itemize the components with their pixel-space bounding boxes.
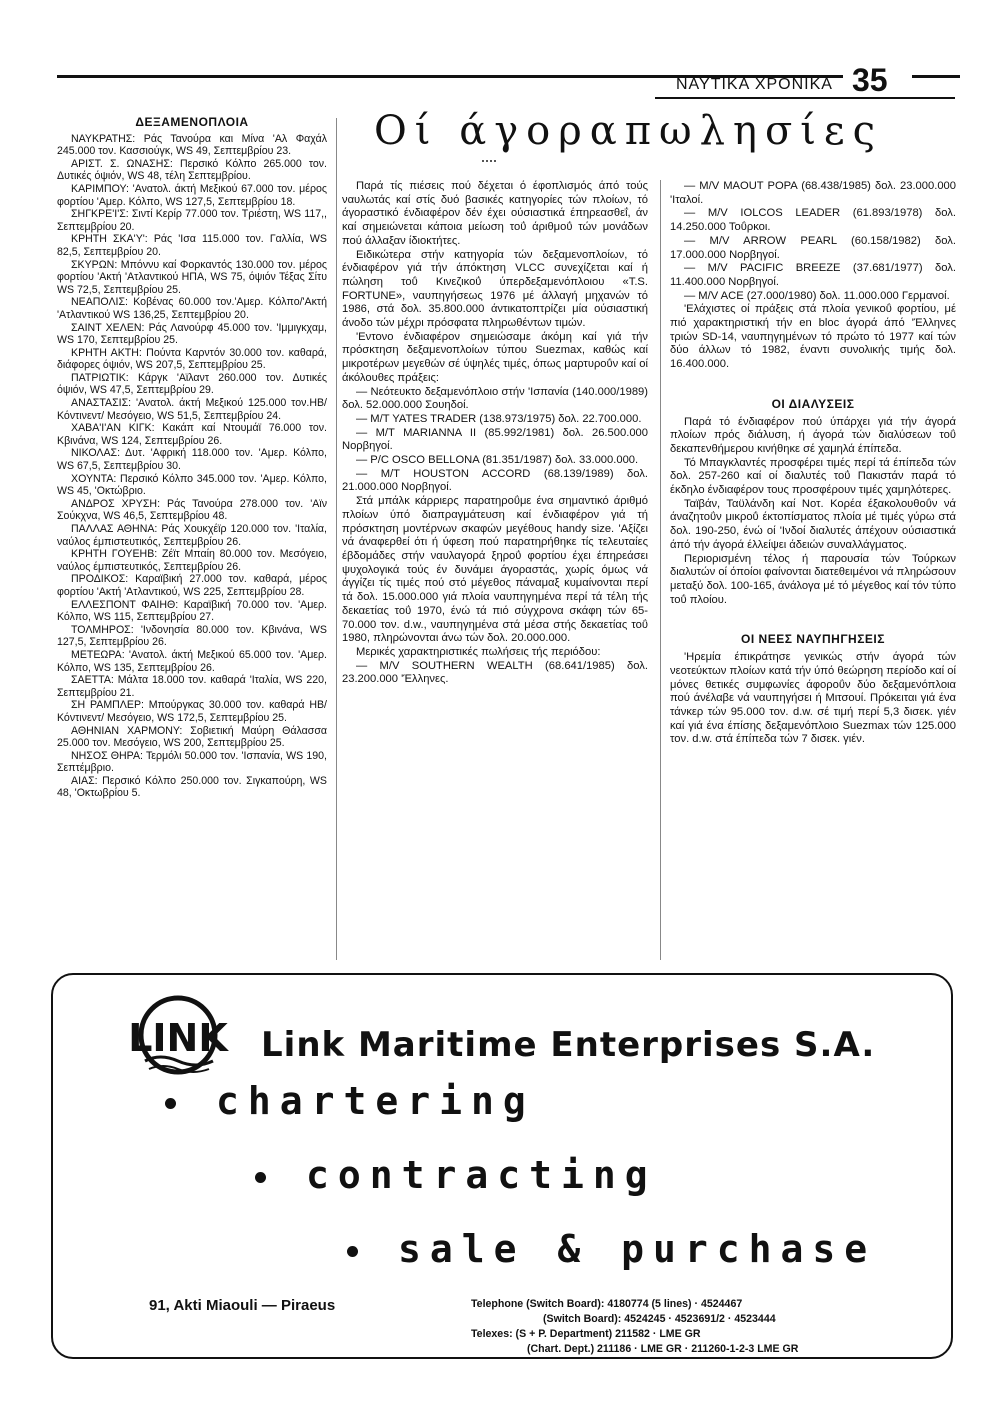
bullet-icon — [347, 1246, 358, 1257]
article-paragraph: Τό Μπαγκλαντές προσφέρει τιμές περί τά έπίπεδα τών δολ. 257-260 καί οί διαλυτές τοΰ Πακιστάν παρά τό έκδηλο ένδιαφέρον τους προσφέρουν τιμές χαμηλότερες. — [670, 456, 956, 497]
service-label: sale & purchase — [398, 1227, 877, 1271]
fixture-entry: ΧΟΥΝΤΑ: Περσικό Κόλπο 345.000 τον. 'Αμερ. Κόλπο, WS 45, 'Οκτώβριο. — [57, 472, 327, 498]
article-paragraph: 'Εντονο ένδιαφέρον σημειώσαμε άκόμη καί γιά τήν πρόσκτηση δεξαμενοπλοίων τύπου Suezmax, καθώς καί μικροτέρων μεγεθών σέ ύψηλές τιμές, όπως μαρτυροΰν καί οί άκόλουθες πράξεις: — [342, 330, 648, 384]
article-paragraph: Παρά τίς πιέσεις πού δέχεται ό έφοπλισμός άπό τούς ναυλωτάς καί στίς δυό βασικές κατηγορίες τών πλοίων, τό άγοραστικό ένδιαφέρον δέν έχει ούσιαστικά έπηρεασθεΐ, άν καί σημειώνεται κάποια μείωση τοΰ άριθμοΰ τών μονάδων πού άλλαξαν ίδιοκτήτες. — [342, 180, 648, 247]
fixture-entry: ΠΑΛΛΑΣ ΑΘΗΝΑ: Ράς Χουκχέϊρ 120.000 τον. 'Ιταλία, ναύλος έμπιστευτικός, Σεπτεμβρίου 26. — [57, 523, 327, 548]
title-ornament — [482, 160, 496, 166]
advertisement-box — [51, 973, 953, 1359]
sale-entry: — M/T HOUSTON ACCORD (68.139/1989) δολ. 21.000.000 Νορβηγοί. — [342, 467, 648, 494]
tanker-section-heading: ΔΕΞΑΜΕΝΟΠΛΟΙΑ — [135, 115, 249, 129]
sale-entry: — M/V ARROW PEARL (60.158/1982) δολ. 17.000.000 Νορβηγοί. — [670, 234, 956, 261]
sale-entry: — M/V SOUTHERN WEALTH (68.641/1985) δολ. 23.200.000 'Έλληνες. — [342, 659, 648, 686]
service-chartering — [165, 1079, 535, 1123]
column-divider — [660, 180, 661, 960]
page-number: 35 — [852, 62, 888, 98]
fixture-entry: ΣΑΙΝΤ ΧΕΛΕΝ: Ράς Λανούρφ 45.000 τον. 'Ιμμιγκχαμ, WS 170, Σεπτεμβρίου 25. — [57, 321, 327, 347]
fixture-entry: ΝΙΚΟΛΑΣ: Δυτ. 'Αφρική 118.000 τον. 'Αμερ. Κόλπο, WS 67,5, Σεπτεμβρίου 30. — [57, 447, 327, 473]
column-divider — [336, 118, 337, 960]
fixture-entry: ΑΝΔΡΟΣ ΧΡΥΣΗ: Ράς Τανούρα 278.000 τον. 'Αϊν Σούκχνα, WS 46,5, Σεπτεμβρίου 48. — [57, 497, 327, 523]
article-paragraph: Περιορισμένη τέλος ή παρουσία τών Τούρκων διαλυτών οί όποίοι φαίνονται διατεθειμένοι νά πληρώσουν μεταξύ δολ. 100-165, άνάλογα μέ τό μέγεθος καί τόν τύπο τοΰ πλοίου. — [670, 552, 956, 606]
fixture-entry: ΠΑΤΡΙΩΤΙΚ: Κάργκ 'Αϊλαντ 260.000 τον. Δυτικές όψιόν, WS 47,5, Σεπτεμβρίου 29. — [57, 371, 327, 397]
article-paragraph: Παρά τό ένδιαφέρον πού ύπάρχει γιά τήν άγορά πλοίων πρός διάλυση, ή άγορά τών διαλύσεων τοΰ δεκαπενθήμερου κινήθηκε σέ χαμηλά έπίπεδα. — [670, 415, 956, 455]
contact-line: Telephone (Switch Board): 4180774 (5 lines) · 4524467 — [471, 1298, 743, 1310]
article-paragraph: Μερικές χαρακτηριστικές πωλήσεις τής περιόδου: — [356, 645, 601, 658]
article-paragraph: 'Ελάχιστες οί πράξεις στά πλοία γενικοΰ φορτίου, μέ πιό χαρακτηριστική τήν en bloc άγορά άπό 'Έλληνες τριών SD-14, ναυπηγημένων τό πρώτο τό 1977 καί τών δύο άλλων τό 1982, έναντι συνολικής τιμής δολ. 16.400.000. — [670, 303, 956, 371]
article-column-right — [670, 180, 956, 747]
sale-entry: — M/V PACIFIC BREEZE (37.681/1977) δολ. 11.400.000 Νορβηγοί. — [670, 262, 956, 288]
fixture-entry: ΣΗ ΡΑΜΠΛΕΡ: Μπούργκας 30.000 τον. καθαρά ΗΒ/Κόντινεντ/ Μεσόγειο, WS 172,5, Σεπτεμβρίου 25. — [57, 699, 327, 724]
bullet-icon — [165, 1098, 176, 1109]
demolition-heading: ΟΙ ΔΙΑΛΥΣΕΙΣ — [771, 396, 855, 411]
header-rule-under — [655, 97, 955, 99]
fixture-entry: ΚΡΗΤΗ ΓΟΥΕΗΒ: Ζέϊτ Μπαίη 80.000 τον. Μεσόγειο, ναύλος έμπιστευτικός, Σεπτεμβρίου 26. — [57, 548, 327, 573]
sale-entry: — M/V ACE (27.000/1980) δολ. 11.000.000 Γερμανοί. — [684, 289, 950, 302]
fixture-entry: ΕΛΛΕΣΠΟΝΤ ΦΑΙΗΘ: Καραϊβική 70.000 τον. 'Αμερ. Κόλπο, WS 115, Σεπτεμβρίου 27. — [57, 598, 327, 624]
fixture-entry: ΣΚΥΡΩΝ: Μπόννυ καί Φορκαντός 130.000 τον. μέρος φορτίου 'Ακτή 'Ατλαντικού ΗΠΑ, WS 75, όψιόν Τέξας Σίτυ WS 72,5, Σεπτεμβρίου 25. — [57, 258, 327, 296]
publication-title: ΝΑΥΤΙΚΑ ΧΡΟΝΙΚΑ — [676, 76, 833, 93]
fixture-entry: ΑΙΑΣ: Περσικό Κόλπο 250.000 τον. Σιγκαπούρη, WS 48, 'Οκτωβρίου 5. — [57, 774, 327, 800]
contact-line: (Switch Board): 4524245 · 4523691/2 · 4523444 — [543, 1313, 776, 1325]
logo-text: LINK — [128, 1016, 228, 1060]
fixture-entry: ΚΑΡΙΜΠΟΥ: 'Ανατολ. άκτή Μεξικού 67.000 τον. μέρος φορτίου 'Αμερ. Κόλπο, WS 127,5, Σεπτεμβρίου 18. — [57, 182, 327, 208]
fixture-entry: ΑΘΗΝΙΑΝ ΧΑΡΜΟΝΥ: Σοβιετική Μαύρη Θάλασσα 25.000 τον. Μεσόγειο, WS 200, Σεπτεμβρίου 25. — [57, 724, 327, 750]
header-rule-right — [912, 75, 960, 78]
sale-entry: — M/V IOLCOS LEADER (61.893/1978) δολ. 14.250.000 Τοΰρκοι. — [670, 207, 956, 234]
bullet-icon — [255, 1172, 266, 1183]
fixture-entry: ΣΑΕΤΤΑ: Μάλτα 18.000 τον. καθαρά 'Ιταλία, WS 220, Σεπτεμβρίου 21. — [57, 674, 327, 699]
link-logo — [128, 991, 228, 1079]
contact-details — [471, 1297, 798, 1357]
fixture-entry: ΝΕΑΠΟΛΙΣ: Κοβένας 60.000 τον.'Αμερ. Κόλπο/'Ακτή 'Ατλαντικού WS 136,25, Σεπτεμβρίου 20. — [57, 296, 327, 321]
company-name: Link Maritime Enterprises S.A. — [261, 1025, 876, 1065]
fixture-entry: ΚΡΗΤΗ ΣΚΑ'Υ': Ράς 'Ισα 115.000 τον. Γαλλία, WS 82,5, Σεπτεμβρίου 20. — [57, 233, 327, 258]
article-column-middle — [342, 180, 648, 687]
sale-entry: — M/T MARIANNA II (85.992/1981) δολ. 26.500.000 Νορβηγοί. — [342, 426, 648, 453]
sale-entry: — M/T YATES TRADER (138.973/1975) δολ. 22.700.000. — [356, 412, 642, 425]
fixture-entry: ΝΗΣΟΣ ΘΗΡΑ: Τερμόλι 50.000 τον. 'Ισπανία, WS 190, Σεπτέμβριο. — [57, 749, 327, 775]
article-paragraph: Ταϊβάν, Ταϋλάνδη καί Νοτ. Κορέα έξακολουθοΰν νά άναζητοΰν μικροΰ έκτοπίσματος πλοία μέ τιμές γύρω στά δολ. 190-250, ένώ οί 'Ινδοί διαλυτές άπέχουν ούσιαστικά άπό τήν άγορά έλλείψει άδειών συναλλάγματος. — [670, 497, 956, 551]
service-label: chartering — [216, 1079, 535, 1123]
service-sale-purchase — [347, 1227, 876, 1271]
service-contracting — [255, 1153, 657, 1197]
sale-entry: — Νεότευκτο δεξαμενόπλοιο στήν 'Ισπανία (140.000/1989) δολ. 52.000.000 Σουηδοί. — [342, 385, 648, 412]
sale-entry: — P/C OSCO BELLONA (81.351/1987) δολ. 33.000.000. — [356, 454, 639, 467]
company-address: 91, Akti Miaouli — Piraeus — [149, 1297, 336, 1314]
fixture-entry: ΜΕΤΕΩΡΑ: 'Ανατολ. άκτή Μεξικού 65.000 τον. 'Αμερ. Κόλπο, WS 135, Σεπτεμβρίου 26. — [57, 648, 327, 674]
service-label: contracting — [306, 1153, 657, 1197]
article-paragraph: 'Ηρεμία έπικράτησε γενικώς στήν άγορά τών νεοτεύκτων πλοίων κατά τήν ύπό θεώρηση περίοδο καί οί μόνες θετικές συμφωνίες άφοροΰν δύο δεξαμενόπλοια πού άνέλαβε νά ναυπηγήσει ή Μιτσουί. Πρόκειται γιά ένα τάνκερ τών 95.000 τον. d.w. σέ τιμή περί 5,3 δισεκ. γιέν καί γιά ένα έπίσης δεξαμενόπλοιο Suezmax τών 125.000 τον. d.w. στά έπίπεδα τών 7 δισεκ. γιέν. — [670, 651, 956, 746]
fixture-entry: ΣΗΓΚΡΕ'Ι'Σ: Σιντί Κερίρ 77.000 τον. Τριέστη, WS 117,, Σεπτεμβρίου 20. — [57, 208, 327, 233]
fixture-entry: ΑΝΑΣΤΑΣΙΣ: 'Ανατολ. άκτή Μεξικού 125.000 τον.ΗΒ/ Κόντινεντ/ Μεσόγειο, WS 51,5, Σεπτεμβρίου 24. — [57, 397, 327, 422]
fixture-entry: ΠΡΟΔΙΚΟΣ: Καραϊβική 27.000 τον. καθαρά, μέρος φορτίου 'Ακτή 'Ατλαντικού, WS 225, Σεπτεμβρίου 28. — [57, 573, 327, 598]
fixture-entry: ΚΡΗΤΗ ΑΚΤΗ: Πούντα Καρντόν 30.000 τον. καθαρά, διάφορες όψιόν, WS 207,5, Σεπτεμβρίου 25. — [57, 346, 327, 372]
article-paragraph: Στά μπάλκ κάρριερς παρατηροΰμε ένα σημαντικό άριθμό πλοίων ύπό διαπραγμάτευση καί ένδιαφέρον γιά τή πρόσκτηση μοντέρνων σκαφών μεγέθους handy size. 'Αξίζει νά άναφερθεί ότι ή ύφεση πού παρατηρήθηκε τίς τελευταίες έβδομάδες στήν ναυλαγορά ξηροΰ φορτίου έχει έπηρεάσει ψυχολογικά τούς έν δυνάμει άγοραστάς, χωρίς όμως νά άγγίζει τίς τιμές πού στό μέγεθος πάναμαξ κυμαίνονται περί τά δολ. 15.000.000 γιά πλοία ναυπηγημένα περί τά τέλη τής δεκαετίας τοΰ 1970, ένώ τά πιό σύγχρονα σκάφη τών 65-70.000 τον. d.w., ναυπηγημένα στά μέσα στής δεκαετίας τοΰ 1980, πληρώνονται άνω τών δολ. 20.000.000. — [342, 495, 648, 645]
sale-entry: — M/V MAOUT POPA (68.438/1985) δολ. 23.000.000 'Ιταλοί. — [670, 180, 956, 206]
newbuilding-heading: ΟΙ ΝΕΕΣ ΝΑΥΠΗΓΗΣΕΙΣ — [741, 632, 885, 647]
contact-line: (Chart. Dept.) 211186 · LME GR · 211260-1-2-3 LME GR — [527, 1343, 799, 1355]
contact-line: Telexes: (S + P. Department) 211582 · LME GR — [471, 1328, 701, 1340]
article-title: Οί άγοραπωλησίες — [374, 108, 884, 154]
tanker-fixtures-column — [57, 116, 327, 800]
fixture-entry: ΑΡΙΣΤ. Σ. ΩΝΑΣΗΣ: Περσικό Κόλπο 265.000 τον. Δυτικές όψιόν, WS 48, τέλη Σεπτεμβρίου. — [57, 157, 327, 183]
fixture-entry: ΤΟΛΜΗΡΟΣ: 'Ινδονησία 80.000 τον. Κβινάνα, WS 127,5, Σεπτεμβρίου 26. — [57, 623, 327, 649]
fixture-entry: ΧΑΒΑ'Ι'ΑΝ ΚΙΓΚ: Κακάπ καί Ντουμάϊ 76.000 τον. Κβινάνα, WS 124, Σεπτεμβρίου 26. — [57, 422, 327, 447]
fixture-entry: ΝΑΥΚΡΑΤΗΣ: Ράς Τανούρα και Μίνα 'Αλ Φαχάλ 245.000 τον. Κασσιούγκ, WS 49, Σεπτεμβρίου 23. — [57, 132, 327, 158]
article-paragraph: Ειδικώτερα στήν κατηγορία τών δεξαμενοπλοίων, τό ένδιαφέρον γιά τήν άπόκτηση VLCC συνεχίζεται καί ή πώληση τοΰ Κινεζικοΰ ύπερδεξαμενόπλοιου «T.S. FORTUNE», ναυπηγήσεως 1976 μέ άλλαγή μηχανών τό 1986, στά δολ. 35.800.000 άντικατοπτρίζει μία ούσιαστική άνοδο τών μέχρι πρόσφατα πληρωθέντων τιμών. — [342, 248, 648, 330]
